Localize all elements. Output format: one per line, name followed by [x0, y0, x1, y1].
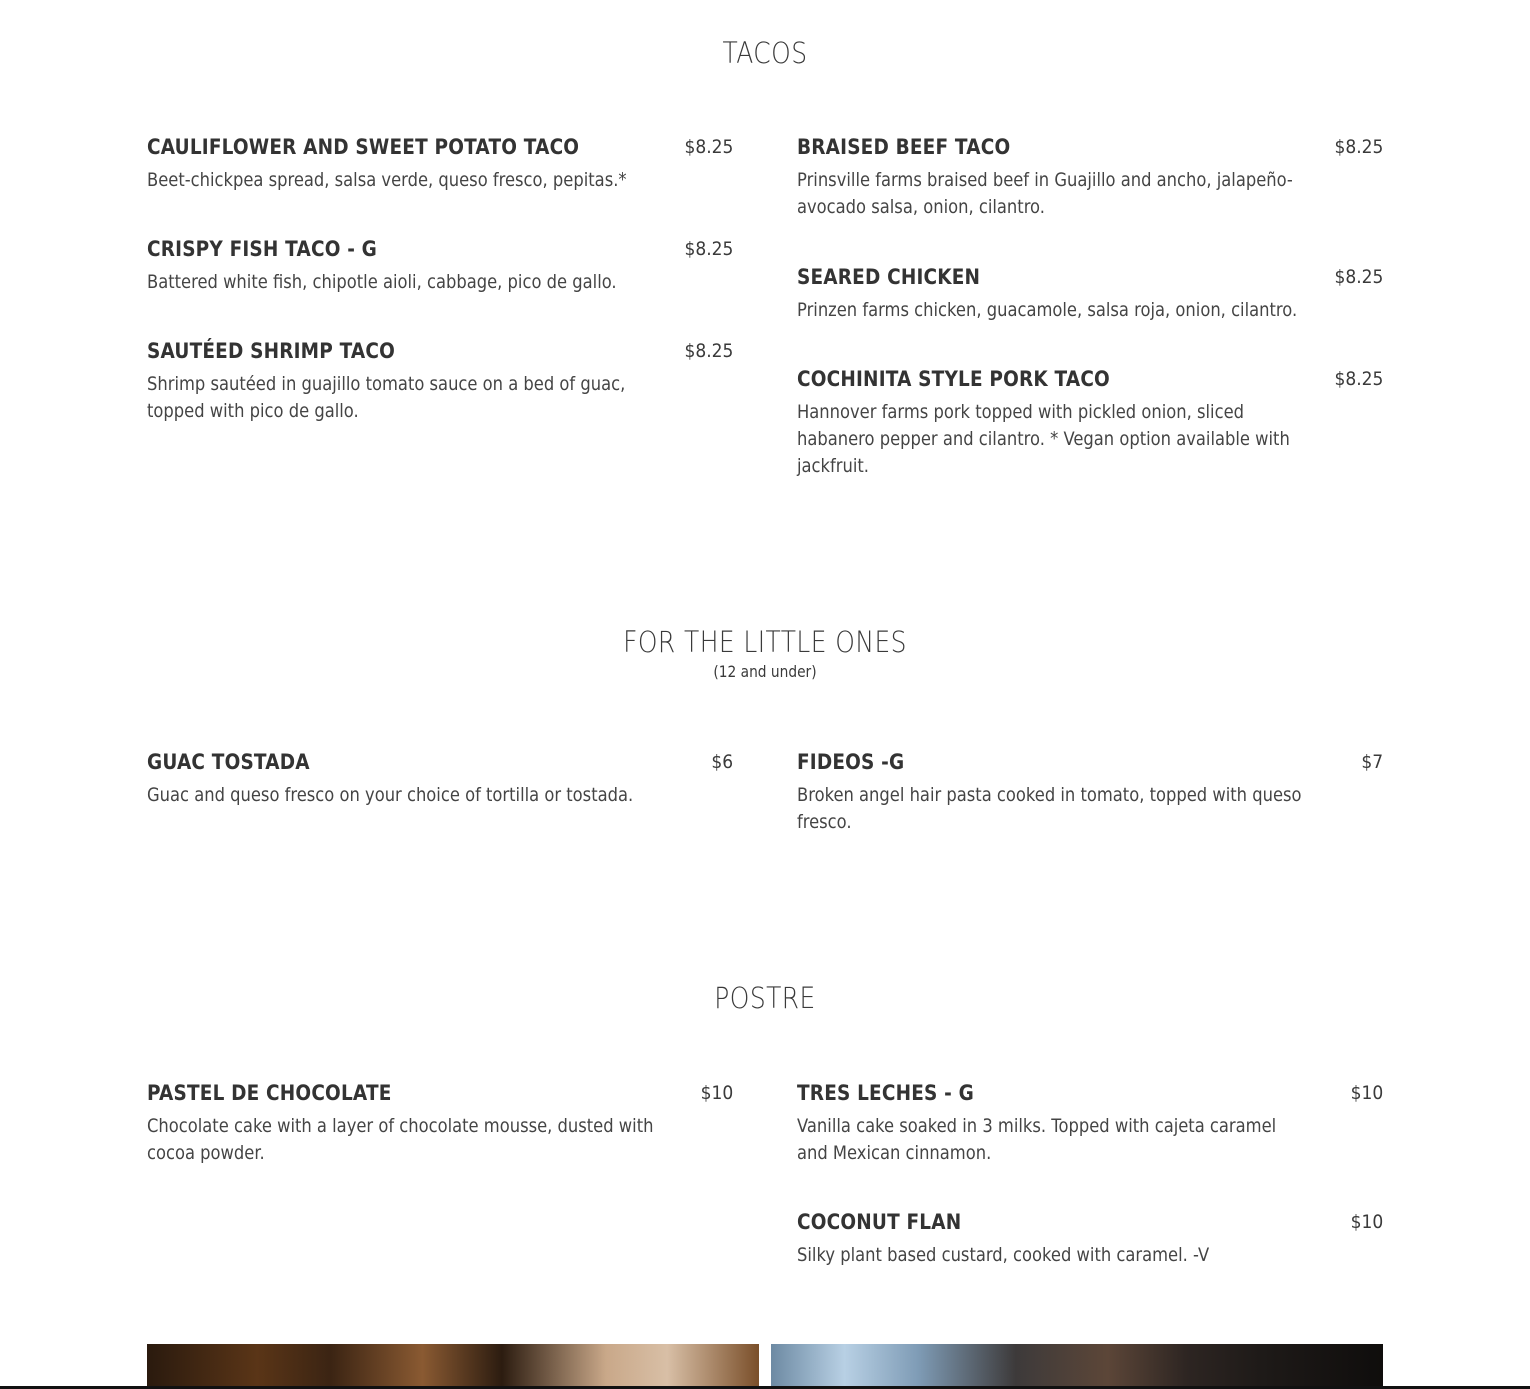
item-price: $8.25 [1334, 368, 1383, 390]
section-postre [147, 960, 1383, 1280]
section-title: TACOS [722, 36, 808, 70]
item-description: Battered white fish, chipotle aioli, cabbage, pico de gallo. [147, 271, 617, 293]
menu-item [147, 338, 733, 425]
menu-item [797, 264, 1383, 324]
item-name: SEARED CHICKEN [797, 265, 981, 289]
menu-item [797, 1080, 1383, 1167]
item-price: $8.25 [684, 238, 733, 260]
item-name: TRES LECHES - G [797, 1081, 974, 1105]
menu-item [147, 1080, 733, 1167]
item-price: $8.25 [1334, 266, 1383, 288]
item-price: $10 [700, 1082, 733, 1104]
item-price: $8.25 [684, 136, 733, 158]
item-price: $8.25 [1334, 136, 1383, 158]
item-description: Vanilla cake soaked in 3 milks. Topped with cajeta caramel and Mexican cinnamon. [797, 1115, 1277, 1164]
menu-item [147, 134, 733, 194]
item-description: Shrimp sautéed in guajillo tomato sauce on a bed of guac, topped with pico de gallo. [147, 373, 626, 422]
section-title: FOR THE LITTLE ONES [623, 625, 907, 659]
section-kids [147, 600, 1383, 860]
item-name: PASTEL DE CHOCOLATE [147, 1081, 392, 1105]
menu-item [797, 366, 1383, 480]
item-name: SAUTÉED SHRIMP TACO [147, 339, 396, 363]
item-description: Silky plant based custard, cooked with caramel. -V [797, 1244, 1210, 1266]
item-price: $6 [711, 751, 733, 773]
item-description: Hannover farms pork topped with pickled onion, sliced habanero pepper and cilantro. * Vegan option available with jackfruit. [797, 401, 1290, 477]
item-description: Prinsville farms braised beef in Guajillo and ancho, jalapeño-avocado salsa, onion, cilantro. [797, 169, 1293, 218]
item-description: Guac and queso fresco on your choice of tortilla or tostada. [147, 784, 634, 806]
section-title: POSTRE [714, 981, 816, 1015]
item-price: $8.25 [684, 340, 733, 362]
menu-item [147, 749, 733, 809]
section-subtitle: (12 and under) [713, 662, 817, 681]
item-name: GUAC TOSTADA [147, 750, 310, 774]
menu-item [797, 1209, 1383, 1269]
item-price: $10 [1350, 1082, 1383, 1104]
item-description: Broken angel hair pasta cooked in tomato, topped with queso fresco. [797, 784, 1302, 833]
item-name: COCHINITA STYLE PORK TACO [797, 367, 1110, 391]
item-name: BRAISED BEEF TACO [797, 135, 1011, 159]
food-photo-left [147, 1344, 759, 1389]
item-name: FIDEOS -G [797, 750, 905, 774]
item-name: COCONUT FLAN [797, 1210, 962, 1234]
item-description: Chocolate cake with a layer of chocolate mousse, dusted with cocoa powder. [147, 1115, 654, 1164]
item-name: CAULIFLOWER AND SWEET POTATO TACO [147, 135, 580, 159]
food-photo-right [771, 1344, 1383, 1389]
item-description: Prinzen farms chicken, guacamole, salsa roja, onion, cilantro. [797, 299, 1298, 321]
item-price: $10 [1350, 1211, 1383, 1233]
section-tacos [147, 0, 1383, 500]
menu-item [797, 749, 1383, 836]
item-description: Beet-chickpea spread, salsa verde, queso fresco, pepitas.* [147, 169, 627, 191]
menu-item [797, 134, 1383, 221]
item-price: $7 [1361, 751, 1383, 773]
item-name: CRISPY FISH TACO - G [147, 237, 378, 261]
menu-item [147, 236, 733, 296]
